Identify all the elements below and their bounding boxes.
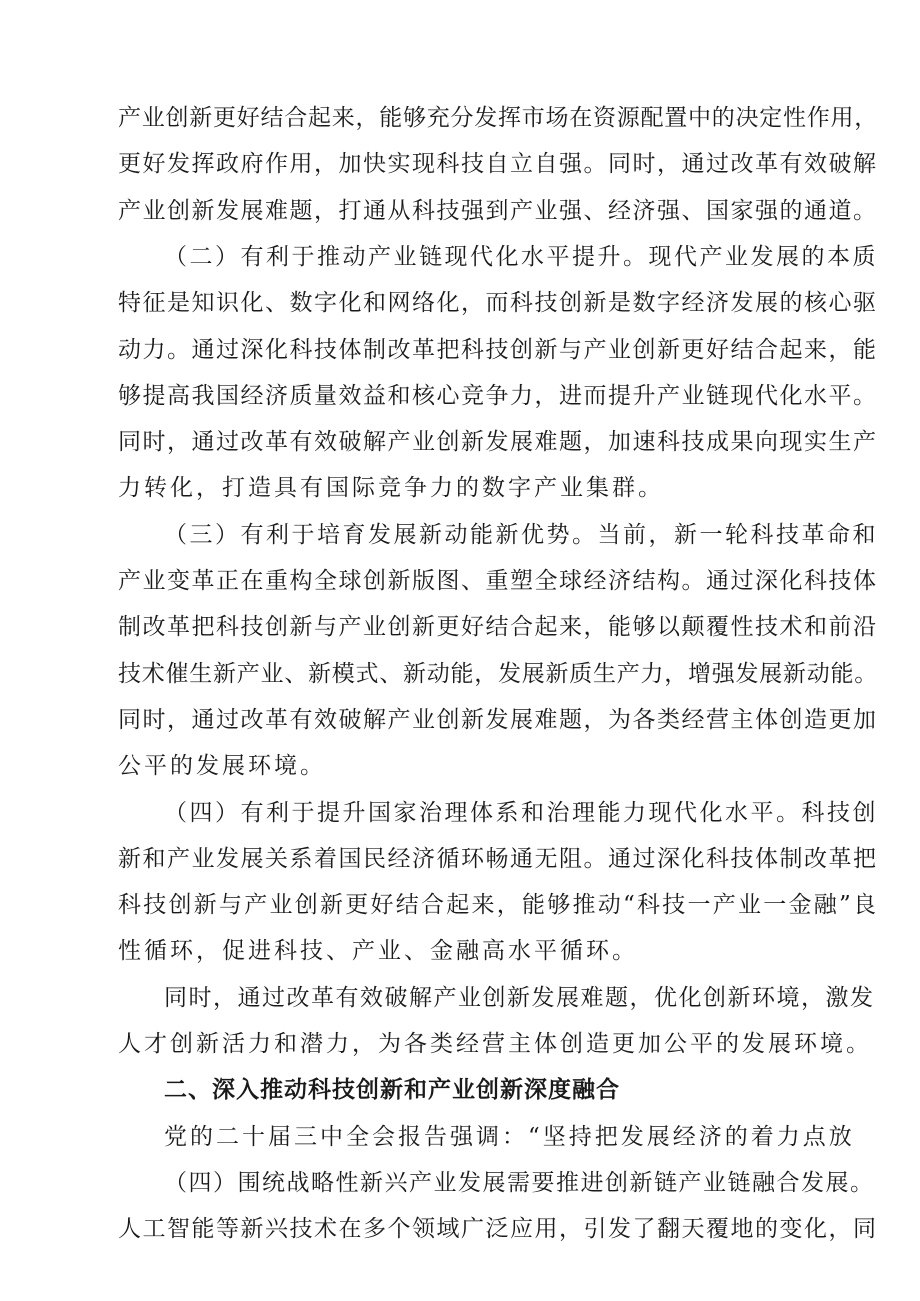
text-line: 动力。通过深化科技体制改革把科技创新与产业创新更好结合起来，能 — [118, 337, 878, 363]
text-line: 人才创新活力和潜力，为各类经营主体创造更加公平的发展环境。 — [118, 1031, 872, 1057]
text-line: 产业变革正在重构全球创新版图、重塑全球经济结构。通过深化科技体 — [118, 568, 878, 594]
text-line: （四）围统战略性新兴产业发展需要推进创新链产业链融合发展。 — [164, 1170, 875, 1196]
text-line: 特征是知识化、数字化和网络化，而科技创新是数字经济发展的核心驱 — [118, 290, 878, 316]
text-line: 党的二十届三中全会报告强调：“坚持把发展经济的着力点放 — [164, 1124, 855, 1150]
text-line: 产业创新更好结合起来，能够充分发挥市场在资源配置中的决定性作用， — [118, 105, 878, 131]
text-line: 性循环，促进科技、产业、金融高水平循环。 — [118, 938, 638, 964]
text-line: 技术催生新产业、新模式、新动能，发展新质生产力，增强发展新动能。 — [118, 661, 878, 687]
text-line: 同时，通过改革有效破解产业创新发展难题，优化创新环境，激发 — [164, 985, 875, 1011]
text-line: 产业创新发展难题，打通从科技强到产业强、经济强、国家强的通道。 — [118, 198, 878, 224]
text-line: 人工智能等新兴技术在多个领域广泛应用，引发了翻天覆地的变化，同 — [118, 1216, 878, 1242]
section-heading: 二、深入推动科技创新和产业创新深度融合 — [164, 1077, 620, 1103]
text-line: （二）有利于推动产业链现代化水平提升。现代产业发展的本质 — [164, 244, 878, 270]
text-line: 公平的发展环境。 — [118, 753, 326, 779]
text-line: 更好发挥政府作用，加快实现科技自立自强。同时，通过改革有效破解 — [118, 151, 878, 177]
text-line: 同时，通过改革有效破解产业创新发展难题，为各类经营主体创造更加 — [118, 707, 878, 733]
text-line: 够提高我国经济质量效益和核心竞争力，进而提升产业链现代化水平。 — [118, 383, 878, 409]
text-line: 科技创新与产业创新更好结合起来，能够推动“科技一产业一金融”良 — [118, 892, 879, 918]
text-line: 力转化，打造具有国际竞争力的数字产业集群。 — [118, 475, 664, 501]
text-line: （四）有利于提升国家治理体系和治理能力现代化水平。科技创 — [164, 800, 878, 826]
text-line: 新和产业发展关系着国民经济循环畅通无阻。通过深化科技体制改革把 — [118, 846, 878, 872]
text-line: 同时，通过改革有效破解产业创新发展难题，加速科技成果向现实生产 — [118, 429, 878, 455]
text-line: （三）有利于培育发展新动能新优势。当前，新一轮科技革命和 — [164, 522, 878, 548]
text-line: 制改革把科技创新与产业创新更好结合起来，能够以颠覆性技术和前沿 — [118, 614, 878, 640]
